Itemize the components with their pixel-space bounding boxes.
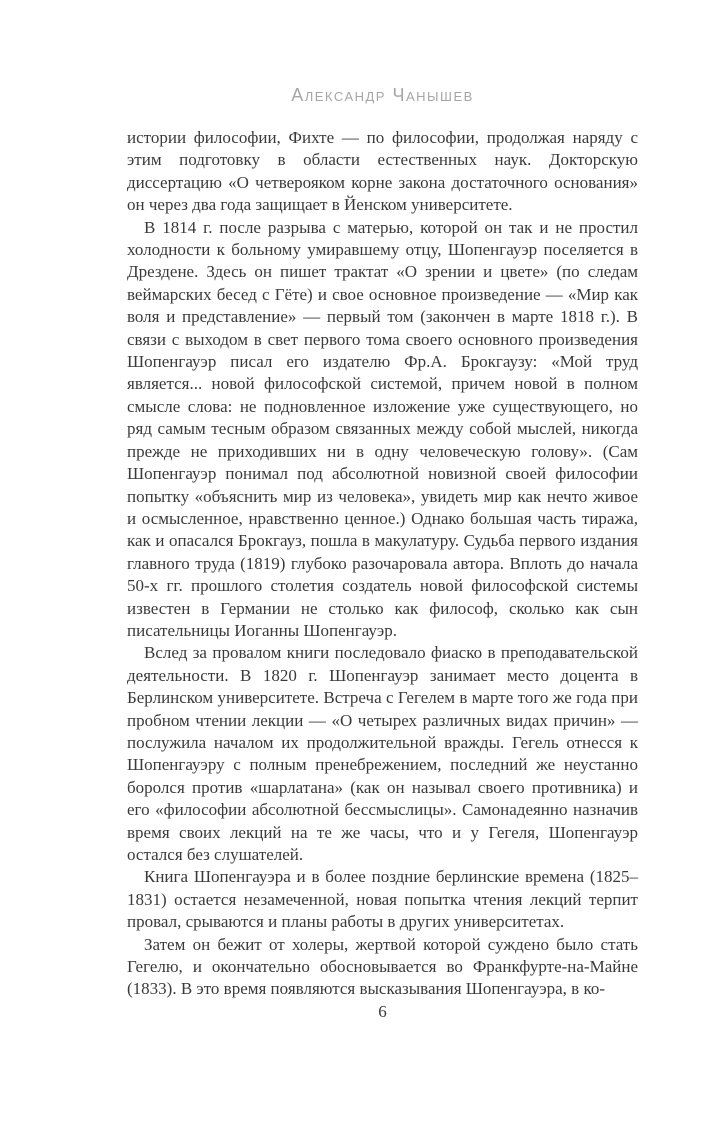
running-head: Александр Чанышев [291, 85, 474, 105]
paragraph: истории философии, Фихте — по философии, продолжая наряду с этим подготовку в области естественных наук. Докторскую диссертацию «О четверояком корне закона достаточного основания» он через два года защищает в Йенском университете. [127, 128, 638, 215]
paragraph: Вслед за провалом книги последовало фиаско в преподавательской деятельности. В 1820 г. Шопенгауэр занимает место доцента в Берлинском университете. Встреча с Гегелем в марте того же года при пробном чтении лекции — «О четырех различных видах причин» — послужила началом их продолжительной вражды. Гегель отнесся к Шопенгауэру с полным пренебрежением, последний же неустанно боролся против «шарлатана» (как он называл своего противника) и его «философии абсолютной бессмыслицы». Самонадеянно назначив время своих лекций на те же часы, что и у Гегеля, Шопенгауэр остался без слушателей. [127, 643, 638, 864]
paragraph: В 1814 г. после разрыва с матерью, которой он так и не простил холодности к больному умиравшему отцу, Шопенгауэр поселяется в Дрездене. Здесь он пишет трактат «О зрении и цвете» (по следам веймарских бесед с Гёте) и свое основное произведение — «Мир как воля и представление» — первый том (закончен в марте 1818 г.). В связи с выходом в свет первого тома своего основного произведения Шопенгауэр писал его издателю Фр.А. Брокгаузу: «Мой труд является... новой философской системой, причем новой в полном смысле слова: не подновленное изложение уже существующего, но ряд самым тесным образом связанных между собой мыслей, никогда прежде не приходивших ни в одну человеческую голову». (Сам Шопенгауэр понимал под абсолютной новизной своей философии попытку «объяснить мир из человека», увидеть мир как нечто живое и осмысленное, нравственно ценное.) Однако большая часть тиража, как и опасался Брокгауз, пошла в макулатуру. Судьба первого издания главного труда (1819) глубоко разочаровала автора. Вплоть до начала 50-х гг. прошлого столетия создатель новой философской системы известен в Германии не столько как философ, сколько как сын писательницы Иоганны Шопенгауэр. [127, 217, 638, 640]
paragraph: Затем он бежит от холеры, жертвой которой суждено было стать Гегелю, и окончательно обосновывается во Франкфурте-на-Майне (1833). В это время появляются высказывания Шопенгауэра, в ко- [127, 934, 638, 999]
page-number: 6 [378, 1002, 387, 1021]
paragraph: Книга Шопенгауэра и в более поздние берлинские времена (1825–1831) остается незамеченной, новая попытка чтения лекций терпит провал, срываются и планы работы в других университетах. [127, 867, 638, 932]
body-text [127, 127, 638, 1001]
